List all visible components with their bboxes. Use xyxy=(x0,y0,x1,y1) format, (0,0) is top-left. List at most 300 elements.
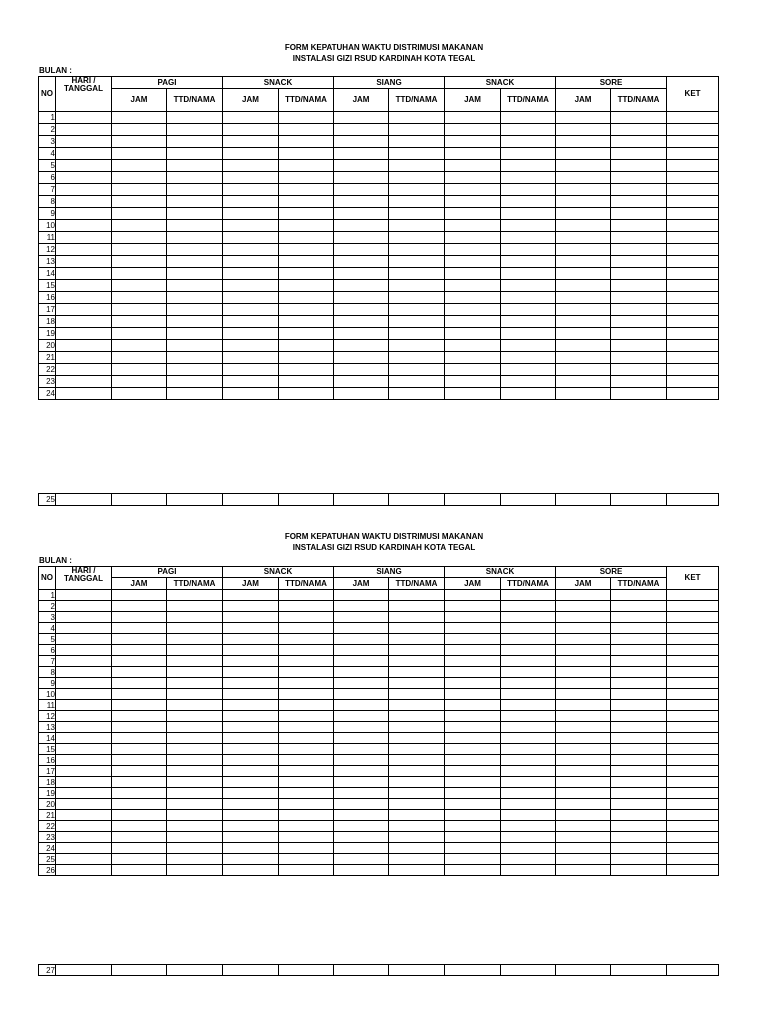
ttd-nama-cell[interactable] xyxy=(611,656,667,667)
jam-cell[interactable] xyxy=(445,316,501,328)
jam-cell[interactable] xyxy=(445,590,501,601)
ket-cell[interactable] xyxy=(667,494,719,506)
ket-cell[interactable] xyxy=(667,612,719,623)
ttd-nama-cell[interactable] xyxy=(167,172,223,184)
ttd-nama-cell[interactable] xyxy=(611,865,667,876)
ket-cell[interactable] xyxy=(667,590,719,601)
jam-cell[interactable] xyxy=(223,965,279,976)
ttd-nama-cell[interactable] xyxy=(501,328,556,340)
ttd-nama-cell[interactable] xyxy=(611,755,667,766)
hari-tanggal-cell[interactable] xyxy=(56,623,112,634)
jam-cell[interactable] xyxy=(556,700,611,711)
jam-cell[interactable] xyxy=(223,799,279,810)
jam-cell[interactable] xyxy=(112,364,167,376)
ttd-nama-cell[interactable] xyxy=(167,160,223,172)
ttd-nama-cell[interactable] xyxy=(279,865,334,876)
hari-tanggal-cell[interactable] xyxy=(56,244,112,256)
hari-tanggal-cell[interactable] xyxy=(56,711,112,722)
jam-cell[interactable] xyxy=(334,256,389,268)
jam-cell[interactable] xyxy=(223,854,279,865)
jam-cell[interactable] xyxy=(334,232,389,244)
ket-cell[interactable] xyxy=(667,645,719,656)
ttd-nama-cell[interactable] xyxy=(611,124,667,136)
jam-cell[interactable] xyxy=(223,280,279,292)
ttd-nama-cell[interactable] xyxy=(611,208,667,220)
jam-cell[interactable] xyxy=(334,220,389,232)
jam-cell[interactable] xyxy=(112,645,167,656)
jam-cell[interactable] xyxy=(112,799,167,810)
jam-cell[interactable] xyxy=(445,388,501,400)
jam-cell[interactable] xyxy=(445,292,501,304)
jam-cell[interactable] xyxy=(112,722,167,733)
jam-cell[interactable] xyxy=(556,376,611,388)
ttd-nama-cell[interactable] xyxy=(389,364,445,376)
ttd-nama-cell[interactable] xyxy=(389,352,445,364)
ttd-nama-cell[interactable] xyxy=(389,280,445,292)
jam-cell[interactable] xyxy=(556,645,611,656)
ttd-nama-cell[interactable] xyxy=(279,304,334,316)
ttd-nama-cell[interactable] xyxy=(501,733,556,744)
hari-tanggal-cell[interactable] xyxy=(56,788,112,799)
ket-cell[interactable] xyxy=(667,799,719,810)
ttd-nama-cell[interactable] xyxy=(167,744,223,755)
hari-tanggal-cell[interactable] xyxy=(56,172,112,184)
hari-tanggal-cell[interactable] xyxy=(56,160,112,172)
jam-cell[interactable] xyxy=(334,799,389,810)
ket-cell[interactable] xyxy=(667,328,719,340)
jam-cell[interactable] xyxy=(334,821,389,832)
jam-cell[interactable] xyxy=(223,788,279,799)
jam-cell[interactable] xyxy=(445,494,501,506)
jam-cell[interactable] xyxy=(445,843,501,854)
jam-cell[interactable] xyxy=(112,612,167,623)
hari-tanggal-cell[interactable] xyxy=(56,280,112,292)
ket-cell[interactable] xyxy=(667,184,719,196)
jam-cell[interactable] xyxy=(445,328,501,340)
ttd-nama-cell[interactable] xyxy=(611,340,667,352)
ttd-nama-cell[interactable] xyxy=(279,766,334,777)
jam-cell[interactable] xyxy=(445,667,501,678)
jam-cell[interactable] xyxy=(112,755,167,766)
ttd-nama-cell[interactable] xyxy=(389,376,445,388)
hari-tanggal-cell[interactable] xyxy=(56,316,112,328)
jam-cell[interactable] xyxy=(556,184,611,196)
ttd-nama-cell[interactable] xyxy=(389,148,445,160)
hari-tanggal-cell[interactable] xyxy=(56,810,112,821)
ttd-nama-cell[interactable] xyxy=(279,645,334,656)
jam-cell[interactable] xyxy=(112,865,167,876)
ttd-nama-cell[interactable] xyxy=(501,172,556,184)
hari-tanggal-cell[interactable] xyxy=(56,777,112,788)
hari-tanggal-cell[interactable] xyxy=(56,304,112,316)
jam-cell[interactable] xyxy=(334,612,389,623)
jam-cell[interactable] xyxy=(112,744,167,755)
jam-cell[interactable] xyxy=(334,766,389,777)
jam-cell[interactable] xyxy=(223,832,279,843)
jam-cell[interactable] xyxy=(556,136,611,148)
hari-tanggal-cell[interactable] xyxy=(56,634,112,645)
ttd-nama-cell[interactable] xyxy=(279,172,334,184)
ttd-nama-cell[interactable] xyxy=(167,799,223,810)
jam-cell[interactable] xyxy=(334,268,389,280)
jam-cell[interactable] xyxy=(223,256,279,268)
ttd-nama-cell[interactable] xyxy=(167,304,223,316)
ttd-nama-cell[interactable] xyxy=(389,160,445,172)
jam-cell[interactable] xyxy=(223,148,279,160)
jam-cell[interactable] xyxy=(112,678,167,689)
jam-cell[interactable] xyxy=(112,208,167,220)
jam-cell[interactable] xyxy=(223,744,279,755)
jam-cell[interactable] xyxy=(556,733,611,744)
jam-cell[interactable] xyxy=(112,821,167,832)
jam-cell[interactable] xyxy=(112,148,167,160)
ket-cell[interactable] xyxy=(667,340,719,352)
jam-cell[interactable] xyxy=(556,268,611,280)
ttd-nama-cell[interactable] xyxy=(389,184,445,196)
jam-cell[interactable] xyxy=(334,494,389,506)
jam-cell[interactable] xyxy=(334,722,389,733)
jam-cell[interactable] xyxy=(445,196,501,208)
jam-cell[interactable] xyxy=(556,821,611,832)
ttd-nama-cell[interactable] xyxy=(501,494,556,506)
jam-cell[interactable] xyxy=(334,304,389,316)
ttd-nama-cell[interactable] xyxy=(501,612,556,623)
jam-cell[interactable] xyxy=(445,722,501,733)
ttd-nama-cell[interactable] xyxy=(501,832,556,843)
jam-cell[interactable] xyxy=(223,232,279,244)
ttd-nama-cell[interactable] xyxy=(279,799,334,810)
ket-cell[interactable] xyxy=(667,601,719,612)
ttd-nama-cell[interactable] xyxy=(167,865,223,876)
ttd-nama-cell[interactable] xyxy=(501,376,556,388)
ttd-nama-cell[interactable] xyxy=(167,376,223,388)
ttd-nama-cell[interactable] xyxy=(389,601,445,612)
jam-cell[interactable] xyxy=(223,184,279,196)
ket-cell[interactable] xyxy=(667,965,719,976)
jam-cell[interactable] xyxy=(223,865,279,876)
jam-cell[interactable] xyxy=(223,494,279,506)
ttd-nama-cell[interactable] xyxy=(279,196,334,208)
jam-cell[interactable] xyxy=(556,148,611,160)
ttd-nama-cell[interactable] xyxy=(279,711,334,722)
ttd-nama-cell[interactable] xyxy=(501,136,556,148)
ttd-nama-cell[interactable] xyxy=(279,184,334,196)
ttd-nama-cell[interactable] xyxy=(167,136,223,148)
jam-cell[interactable] xyxy=(556,612,611,623)
ttd-nama-cell[interactable] xyxy=(389,656,445,667)
ttd-nama-cell[interactable] xyxy=(389,136,445,148)
jam-cell[interactable] xyxy=(334,376,389,388)
ttd-nama-cell[interactable] xyxy=(167,854,223,865)
jam-cell[interactable] xyxy=(223,755,279,766)
ttd-nama-cell[interactable] xyxy=(167,645,223,656)
ket-cell[interactable] xyxy=(667,112,719,124)
ket-cell[interactable] xyxy=(667,865,719,876)
jam-cell[interactable] xyxy=(223,124,279,136)
jam-cell[interactable] xyxy=(112,700,167,711)
ttd-nama-cell[interactable] xyxy=(167,328,223,340)
jam-cell[interactable] xyxy=(556,220,611,232)
ttd-nama-cell[interactable] xyxy=(167,590,223,601)
ttd-nama-cell[interactable] xyxy=(167,843,223,854)
ttd-nama-cell[interactable] xyxy=(389,124,445,136)
ttd-nama-cell[interactable] xyxy=(167,601,223,612)
ket-cell[interactable] xyxy=(667,711,719,722)
jam-cell[interactable] xyxy=(112,316,167,328)
jam-cell[interactable] xyxy=(445,810,501,821)
ttd-nama-cell[interactable] xyxy=(167,832,223,843)
ttd-nama-cell[interactable] xyxy=(611,304,667,316)
jam-cell[interactable] xyxy=(334,148,389,160)
jam-cell[interactable] xyxy=(334,656,389,667)
ttd-nama-cell[interactable] xyxy=(389,268,445,280)
ttd-nama-cell[interactable] xyxy=(389,590,445,601)
jam-cell[interactable] xyxy=(112,766,167,777)
jam-cell[interactable] xyxy=(445,148,501,160)
jam-cell[interactable] xyxy=(112,136,167,148)
jam-cell[interactable] xyxy=(445,232,501,244)
jam-cell[interactable] xyxy=(445,352,501,364)
ket-cell[interactable] xyxy=(667,689,719,700)
jam-cell[interactable] xyxy=(334,196,389,208)
jam-cell[interactable] xyxy=(445,689,501,700)
ttd-nama-cell[interactable] xyxy=(389,112,445,124)
ttd-nama-cell[interactable] xyxy=(389,854,445,865)
ttd-nama-cell[interactable] xyxy=(167,755,223,766)
jam-cell[interactable] xyxy=(223,316,279,328)
jam-cell[interactable] xyxy=(223,821,279,832)
ttd-nama-cell[interactable] xyxy=(501,667,556,678)
jam-cell[interactable] xyxy=(112,667,167,678)
jam-cell[interactable] xyxy=(445,268,501,280)
jam-cell[interactable] xyxy=(112,352,167,364)
jam-cell[interactable] xyxy=(445,160,501,172)
ttd-nama-cell[interactable] xyxy=(279,244,334,256)
ttd-nama-cell[interactable] xyxy=(611,722,667,733)
ttd-nama-cell[interactable] xyxy=(167,656,223,667)
jam-cell[interactable] xyxy=(223,667,279,678)
jam-cell[interactable] xyxy=(334,634,389,645)
ttd-nama-cell[interactable] xyxy=(279,623,334,634)
jam-cell[interactable] xyxy=(445,304,501,316)
jam-cell[interactable] xyxy=(223,678,279,689)
ket-cell[interactable] xyxy=(667,810,719,821)
jam-cell[interactable] xyxy=(334,292,389,304)
ttd-nama-cell[interactable] xyxy=(501,148,556,160)
ket-cell[interactable] xyxy=(667,304,719,316)
jam-cell[interactable] xyxy=(556,634,611,645)
ttd-nama-cell[interactable] xyxy=(501,788,556,799)
jam-cell[interactable] xyxy=(112,634,167,645)
ttd-nama-cell[interactable] xyxy=(501,843,556,854)
ttd-nama-cell[interactable] xyxy=(389,689,445,700)
ttd-nama-cell[interactable] xyxy=(279,755,334,766)
jam-cell[interactable] xyxy=(223,268,279,280)
ttd-nama-cell[interactable] xyxy=(389,865,445,876)
ttd-nama-cell[interactable] xyxy=(389,766,445,777)
jam-cell[interactable] xyxy=(334,124,389,136)
ttd-nama-cell[interactable] xyxy=(389,678,445,689)
ttd-nama-cell[interactable] xyxy=(389,810,445,821)
ttd-nama-cell[interactable] xyxy=(611,364,667,376)
jam-cell[interactable] xyxy=(556,196,611,208)
jam-cell[interactable] xyxy=(334,810,389,821)
jam-cell[interactable] xyxy=(334,744,389,755)
jam-cell[interactable] xyxy=(556,799,611,810)
ttd-nama-cell[interactable] xyxy=(611,112,667,124)
jam-cell[interactable] xyxy=(556,766,611,777)
ttd-nama-cell[interactable] xyxy=(279,777,334,788)
jam-cell[interactable] xyxy=(112,843,167,854)
jam-cell[interactable] xyxy=(112,689,167,700)
jam-cell[interactable] xyxy=(556,280,611,292)
jam-cell[interactable] xyxy=(112,590,167,601)
jam-cell[interactable] xyxy=(445,799,501,810)
jam-cell[interactable] xyxy=(556,112,611,124)
hari-tanggal-cell[interactable] xyxy=(56,843,112,854)
ket-cell[interactable] xyxy=(667,316,719,328)
hari-tanggal-cell[interactable] xyxy=(56,667,112,678)
jam-cell[interactable] xyxy=(223,634,279,645)
jam-cell[interactable] xyxy=(556,244,611,256)
jam-cell[interactable] xyxy=(334,160,389,172)
ttd-nama-cell[interactable] xyxy=(611,494,667,506)
ttd-nama-cell[interactable] xyxy=(167,623,223,634)
jam-cell[interactable] xyxy=(334,590,389,601)
jam-cell[interactable] xyxy=(556,711,611,722)
ttd-nama-cell[interactable] xyxy=(279,364,334,376)
jam-cell[interactable] xyxy=(445,256,501,268)
ttd-nama-cell[interactable] xyxy=(611,160,667,172)
jam-cell[interactable] xyxy=(445,208,501,220)
jam-cell[interactable] xyxy=(445,854,501,865)
hari-tanggal-cell[interactable] xyxy=(56,352,112,364)
jam-cell[interactable] xyxy=(445,645,501,656)
jam-cell[interactable] xyxy=(223,810,279,821)
ttd-nama-cell[interactable] xyxy=(167,667,223,678)
jam-cell[interactable] xyxy=(445,184,501,196)
jam-cell[interactable] xyxy=(334,667,389,678)
ttd-nama-cell[interactable] xyxy=(279,810,334,821)
ttd-nama-cell[interactable] xyxy=(389,172,445,184)
jam-cell[interactable] xyxy=(556,656,611,667)
ttd-nama-cell[interactable] xyxy=(611,965,667,976)
ket-cell[interactable] xyxy=(667,777,719,788)
ttd-nama-cell[interactable] xyxy=(611,645,667,656)
ttd-nama-cell[interactable] xyxy=(389,220,445,232)
jam-cell[interactable] xyxy=(556,304,611,316)
jam-cell[interactable] xyxy=(556,843,611,854)
jam-cell[interactable] xyxy=(112,965,167,976)
hari-tanggal-cell[interactable] xyxy=(56,744,112,755)
ttd-nama-cell[interactable] xyxy=(167,634,223,645)
jam-cell[interactable] xyxy=(556,832,611,843)
jam-cell[interactable] xyxy=(556,744,611,755)
jam-cell[interactable] xyxy=(334,601,389,612)
ket-cell[interactable] xyxy=(667,268,719,280)
jam-cell[interactable] xyxy=(223,364,279,376)
ttd-nama-cell[interactable] xyxy=(611,711,667,722)
ttd-nama-cell[interactable] xyxy=(611,788,667,799)
jam-cell[interactable] xyxy=(556,316,611,328)
jam-cell[interactable] xyxy=(223,208,279,220)
jam-cell[interactable] xyxy=(556,292,611,304)
ttd-nama-cell[interactable] xyxy=(501,865,556,876)
hari-tanggal-cell[interactable] xyxy=(56,124,112,136)
ttd-nama-cell[interactable] xyxy=(501,656,556,667)
ket-cell[interactable] xyxy=(667,788,719,799)
ttd-nama-cell[interactable] xyxy=(611,700,667,711)
jam-cell[interactable] xyxy=(223,733,279,744)
jam-cell[interactable] xyxy=(334,244,389,256)
ket-cell[interactable] xyxy=(667,832,719,843)
jam-cell[interactable] xyxy=(334,700,389,711)
jam-cell[interactable] xyxy=(445,340,501,352)
ttd-nama-cell[interactable] xyxy=(611,148,667,160)
jam-cell[interactable] xyxy=(223,388,279,400)
ttd-nama-cell[interactable] xyxy=(501,340,556,352)
jam-cell[interactable] xyxy=(445,172,501,184)
jam-cell[interactable] xyxy=(112,160,167,172)
ttd-nama-cell[interactable] xyxy=(611,376,667,388)
jam-cell[interactable] xyxy=(223,700,279,711)
ttd-nama-cell[interactable] xyxy=(279,700,334,711)
hari-tanggal-cell[interactable] xyxy=(56,376,112,388)
ttd-nama-cell[interactable] xyxy=(611,590,667,601)
ttd-nama-cell[interactable] xyxy=(501,590,556,601)
jam-cell[interactable] xyxy=(334,208,389,220)
ttd-nama-cell[interactable] xyxy=(279,292,334,304)
jam-cell[interactable] xyxy=(223,612,279,623)
ket-cell[interactable] xyxy=(667,388,719,400)
jam-cell[interactable] xyxy=(112,388,167,400)
ttd-nama-cell[interactable] xyxy=(501,711,556,722)
ttd-nama-cell[interactable] xyxy=(611,316,667,328)
ttd-nama-cell[interactable] xyxy=(389,244,445,256)
jam-cell[interactable] xyxy=(556,854,611,865)
ttd-nama-cell[interactable] xyxy=(167,208,223,220)
hari-tanggal-cell[interactable] xyxy=(56,388,112,400)
jam-cell[interactable] xyxy=(223,601,279,612)
jam-cell[interactable] xyxy=(112,623,167,634)
ttd-nama-cell[interactable] xyxy=(611,232,667,244)
ttd-nama-cell[interactable] xyxy=(501,744,556,755)
jam-cell[interactable] xyxy=(334,280,389,292)
jam-cell[interactable] xyxy=(223,196,279,208)
ttd-nama-cell[interactable] xyxy=(501,700,556,711)
jam-cell[interactable] xyxy=(445,832,501,843)
ttd-nama-cell[interactable] xyxy=(279,678,334,689)
jam-cell[interactable] xyxy=(223,656,279,667)
ttd-nama-cell[interactable] xyxy=(279,590,334,601)
ttd-nama-cell[interactable] xyxy=(611,744,667,755)
ttd-nama-cell[interactable] xyxy=(501,388,556,400)
jam-cell[interactable] xyxy=(445,364,501,376)
jam-cell[interactable] xyxy=(556,340,611,352)
jam-cell[interactable] xyxy=(112,256,167,268)
ttd-nama-cell[interactable] xyxy=(389,700,445,711)
jam-cell[interactable] xyxy=(112,328,167,340)
jam-cell[interactable] xyxy=(445,733,501,744)
jam-cell[interactable] xyxy=(445,711,501,722)
ttd-nama-cell[interactable] xyxy=(501,601,556,612)
ket-cell[interactable] xyxy=(667,700,719,711)
jam-cell[interactable] xyxy=(556,364,611,376)
ttd-nama-cell[interactable] xyxy=(389,645,445,656)
jam-cell[interactable] xyxy=(112,172,167,184)
jam-cell[interactable] xyxy=(556,667,611,678)
ttd-nama-cell[interactable] xyxy=(279,821,334,832)
